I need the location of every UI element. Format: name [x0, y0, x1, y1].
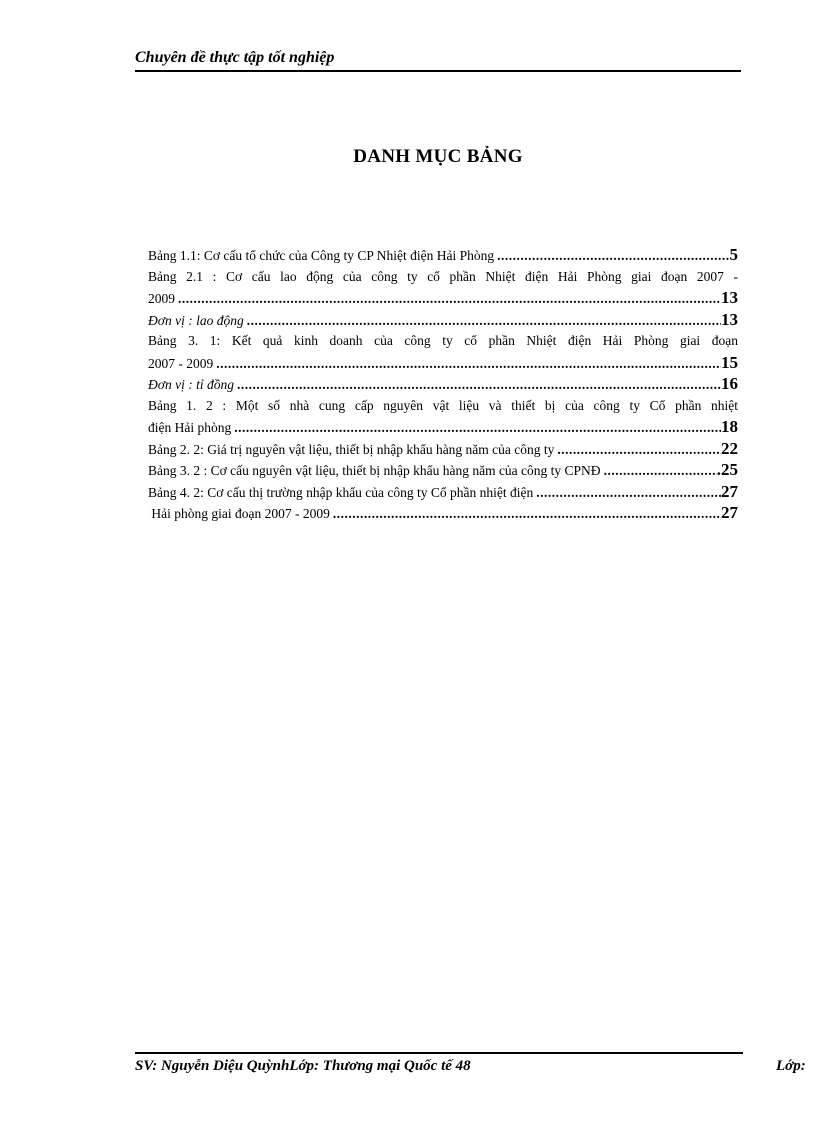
toc-entry-text: Bảng 3. 2 : Cơ cấu nguyên vật liệu, thiết bị nhập khẩu hàng năm của công ty CPNĐ — [148, 463, 601, 478]
toc-entry[interactable] — [148, 395, 738, 417]
toc-entry[interactable] — [148, 244, 738, 266]
page-header — [135, 48, 741, 72]
toc-page-number: 16 — [721, 374, 738, 393]
page-title: DANH MỤC BẢNG — [353, 146, 523, 167]
dot-leader — [216, 353, 721, 374]
toc-entry-continuation[interactable] — [148, 416, 738, 438]
dot-leader — [497, 245, 729, 266]
toc-page-number: 13 — [721, 288, 738, 307]
dot-leader — [604, 460, 717, 481]
toc-page-number: 13 — [721, 309, 738, 329]
toc-entry-continuation[interactable] — [148, 352, 738, 374]
toc-entry[interactable] — [148, 502, 738, 524]
table-list — [148, 244, 738, 524]
dot-leader — [247, 310, 721, 331]
toc-page-number: .25 — [716, 460, 738, 479]
toc-entry-text: Bảng 1. 2 : Một số nhà cung cấp nguyên vật liệu và thiết bị của công ty Cổ phần nhiệt — [148, 397, 738, 413]
toc-entry[interactable] — [148, 309, 738, 331]
toc-entry-text: điện Hải phòng — [148, 420, 232, 435]
toc-entry-text: Bảng 2.1 : Cơ cấu lao động của công ty cổ phần Nhiệt điện Hải Phòng giai đoạn 2007 - — [148, 268, 738, 284]
toc-entry-text: 2007 - 2009 — [148, 355, 214, 371]
toc-entry[interactable] — [148, 330, 738, 352]
toc-page-number: 22 — [721, 438, 738, 458]
toc-entry[interactable] — [148, 266, 738, 288]
toc-entry-text: Bảng 2. 2: Giá trị nguyên vật liệu, thiết bị nhập khẩu hàng năm của công ty — [148, 441, 555, 457]
toc-entry-text: Bảng 3. 1: Kết quả kinh doanh của công ty cổ phần Nhiệt điện Hải Phòng giai đoạn — [148, 333, 738, 348]
footer-rule — [135, 1052, 743, 1054]
dot-leader — [333, 503, 721, 524]
toc-page-number: 5 — [729, 245, 738, 264]
dot-leader — [557, 439, 721, 460]
dot-leader — [237, 374, 721, 395]
toc-page-number: 15 — [721, 352, 738, 372]
toc-page-number: 27 — [721, 481, 738, 501]
toc-entry-text: Bảng 4. 2: Cơ cấu thị trường nhập khẩu của công ty Cổ phần nhiệt điện — [148, 484, 534, 500]
footer-student-info: SV: Nguyễn Diệu QuỳnhLớp: Thương mại Quốc tế 48 — [135, 1058, 471, 1074]
dot-leader — [536, 482, 721, 503]
toc-entry-text: 2009 — [148, 291, 175, 306]
toc-entry[interactable] — [148, 481, 738, 503]
header-text: Chuyên đề thực tập tốt nghiệp — [135, 49, 335, 66]
toc-entry-text: Đơn vị : tỉ đồng — [148, 377, 234, 392]
toc-page-number: 27 — [721, 503, 738, 522]
toc-entry-text: Đơn vị : lao động — [148, 312, 244, 328]
toc-page-number: 18 — [721, 417, 738, 436]
footer-class-label: Lớp: — [776, 1058, 806, 1074]
dot-leader — [178, 288, 721, 309]
toc-entry[interactable] — [148, 459, 738, 481]
dot-leader — [234, 417, 721, 438]
toc-entry-text: Hải phòng giai đoạn 2007 - 2009 — [148, 506, 330, 521]
toc-entry[interactable] — [148, 373, 738, 395]
toc-entry[interactable] — [148, 438, 738, 460]
toc-entry-text: Bảng 1.1: Cơ cấu tổ chức của Công ty CP Nhiệt điện Hải Phòng — [148, 248, 495, 263]
toc-entry-continuation[interactable] — [148, 287, 738, 309]
